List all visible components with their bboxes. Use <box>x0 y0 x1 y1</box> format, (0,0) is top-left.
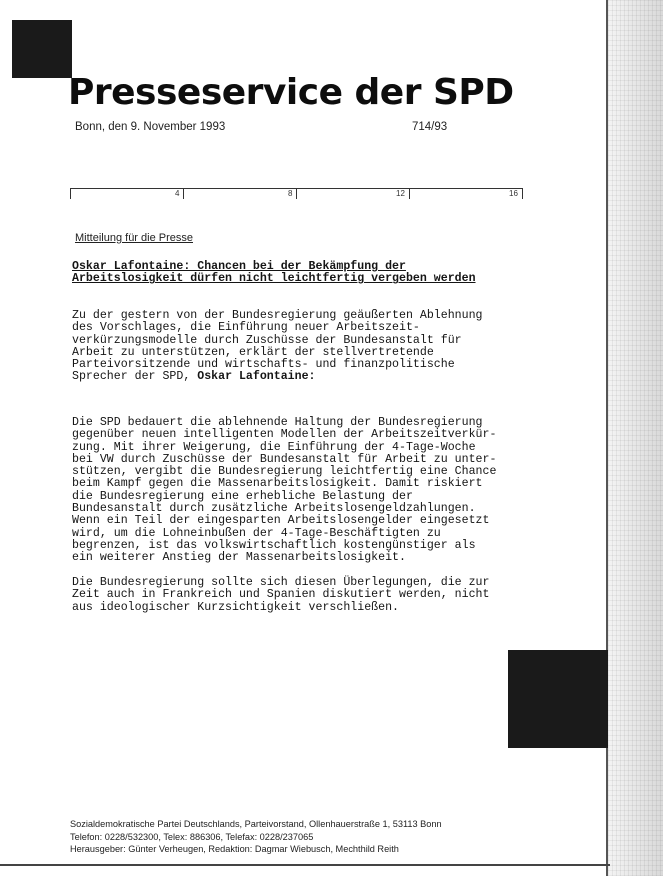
footer-editors: Herausgeber: Günter Verheugen, Redaktion: Dagmar Wiebusch, Mechthild Reith <box>70 844 399 855</box>
text-fragment: Sprecher der SPD, <box>72 370 198 384</box>
corner-square-bottom-right <box>508 650 608 748</box>
text-line: des Vorschlages, die Einführung neuer Arbeitszeit- <box>72 321 420 335</box>
ruler-tick-4 <box>183 188 184 199</box>
text-line: zung. Mit ihrer Weigerung, die Einführung der 4-Tage-Woche <box>72 440 476 454</box>
text-line: bei VW durch Zuschüsse der Bundesanstalt für Arbeit zu unter- <box>72 452 497 466</box>
footer-address: Sozialdemokratische Partei Deutschlands, Parteivorstand, Ollenhauerstraße 1, 53113 Bonn <box>70 819 442 829</box>
headline-line: Arbeitslosigkeit dürfen nicht leichtfertig vergeben werden <box>72 272 476 286</box>
page-bottom-edge <box>0 864 610 866</box>
ruler-tick-16 <box>522 188 523 199</box>
text-line: verkürzungsmodelle durch Zuschüsse der Bundesanstalt für <box>72 333 462 347</box>
corner-square-top-left <box>12 20 72 78</box>
headline-line: Oskar Lafontaine: Chancen bei der Bekämpfung der <box>72 260 406 273</box>
footer-contact: Telefon: 0228/532300, Telex: 886306, Telefax: 0228/237065 <box>70 831 314 842</box>
text-line: die Bundesregierung eine erhebliche Belastung der <box>72 489 413 503</box>
footer-imprint <box>70 818 442 856</box>
statement-paragraph <box>72 417 542 565</box>
intro-paragraph <box>72 310 542 384</box>
text-line: stützen, vergibt die Bundesregierung leichtfertig eine Chance <box>72 465 497 479</box>
text-line: Die SPD bedauert die ablehnende Haltung der Bundesregierung <box>72 416 483 429</box>
ruler-label-8: 8 <box>288 189 293 198</box>
ruler-tick-8 <box>296 188 297 199</box>
text-line: aus ideologischer Kurzsichtigkeit verschließen. <box>72 600 399 614</box>
scan-edge-noise <box>608 0 663 876</box>
ruler-label-4: 4 <box>175 189 180 198</box>
text-line: Parteivorsitzende und wirtschafts- und finanzpolitische <box>72 358 455 372</box>
text-line: beim Kampf gegen die Massenarbeitslosigkeit. Damit riskiert <box>72 477 483 491</box>
ruler <box>70 188 523 202</box>
press-number: 714/93 <box>412 121 448 133</box>
text-line: Bundesanstalt durch zusätzliche Arbeitslosengeldzahlungen. <box>72 502 476 516</box>
text-line: gegenüber neuen intelligenten Modellen der Arbeitszeitverkür- <box>72 428 497 442</box>
speaker-name: Oskar Lafontaine: <box>197 370 316 384</box>
headline <box>72 261 542 286</box>
text-line: ein weiterer Anstieg der Massenarbeitslosigkeit. <box>72 551 406 565</box>
date-line: Bonn, den 9. November 1993 <box>75 121 226 133</box>
text-line: Die Bundesregierung sollte sich diesen Überlegungen, die zur <box>72 576 490 589</box>
text-line: Zeit auch in Frankreich und Spanien diskutiert werden, nicht <box>72 588 490 602</box>
press-notice-label: Mitteilung für die Presse <box>75 232 193 244</box>
ruler-label-16: 16 <box>509 189 518 198</box>
text-line: Arbeit zu unterstützen, erklärt der stellvertretende <box>72 345 434 359</box>
letterhead-title: Presseservice der SPD <box>68 72 514 113</box>
closing-paragraph <box>72 577 542 614</box>
text-line: wird, um die Lohneinbußen der 4-Tage-Beschäftigten zu <box>72 526 441 540</box>
text-line: begrenzen, ist das volkswirtschaftlich kostengünstiger als <box>72 538 476 552</box>
text-line: Zu der gestern von der Bundesregierung geäußerten Ablehnung <box>72 309 483 322</box>
text-line: Wenn ein Teil der eingesparten Arbeitslosengelder eingesetzt <box>72 514 490 528</box>
text-line <box>72 371 542 383</box>
ruler-tick-12 <box>409 188 410 199</box>
ruler-tick-start <box>70 188 71 199</box>
ruler-label-12: 12 <box>396 189 405 198</box>
